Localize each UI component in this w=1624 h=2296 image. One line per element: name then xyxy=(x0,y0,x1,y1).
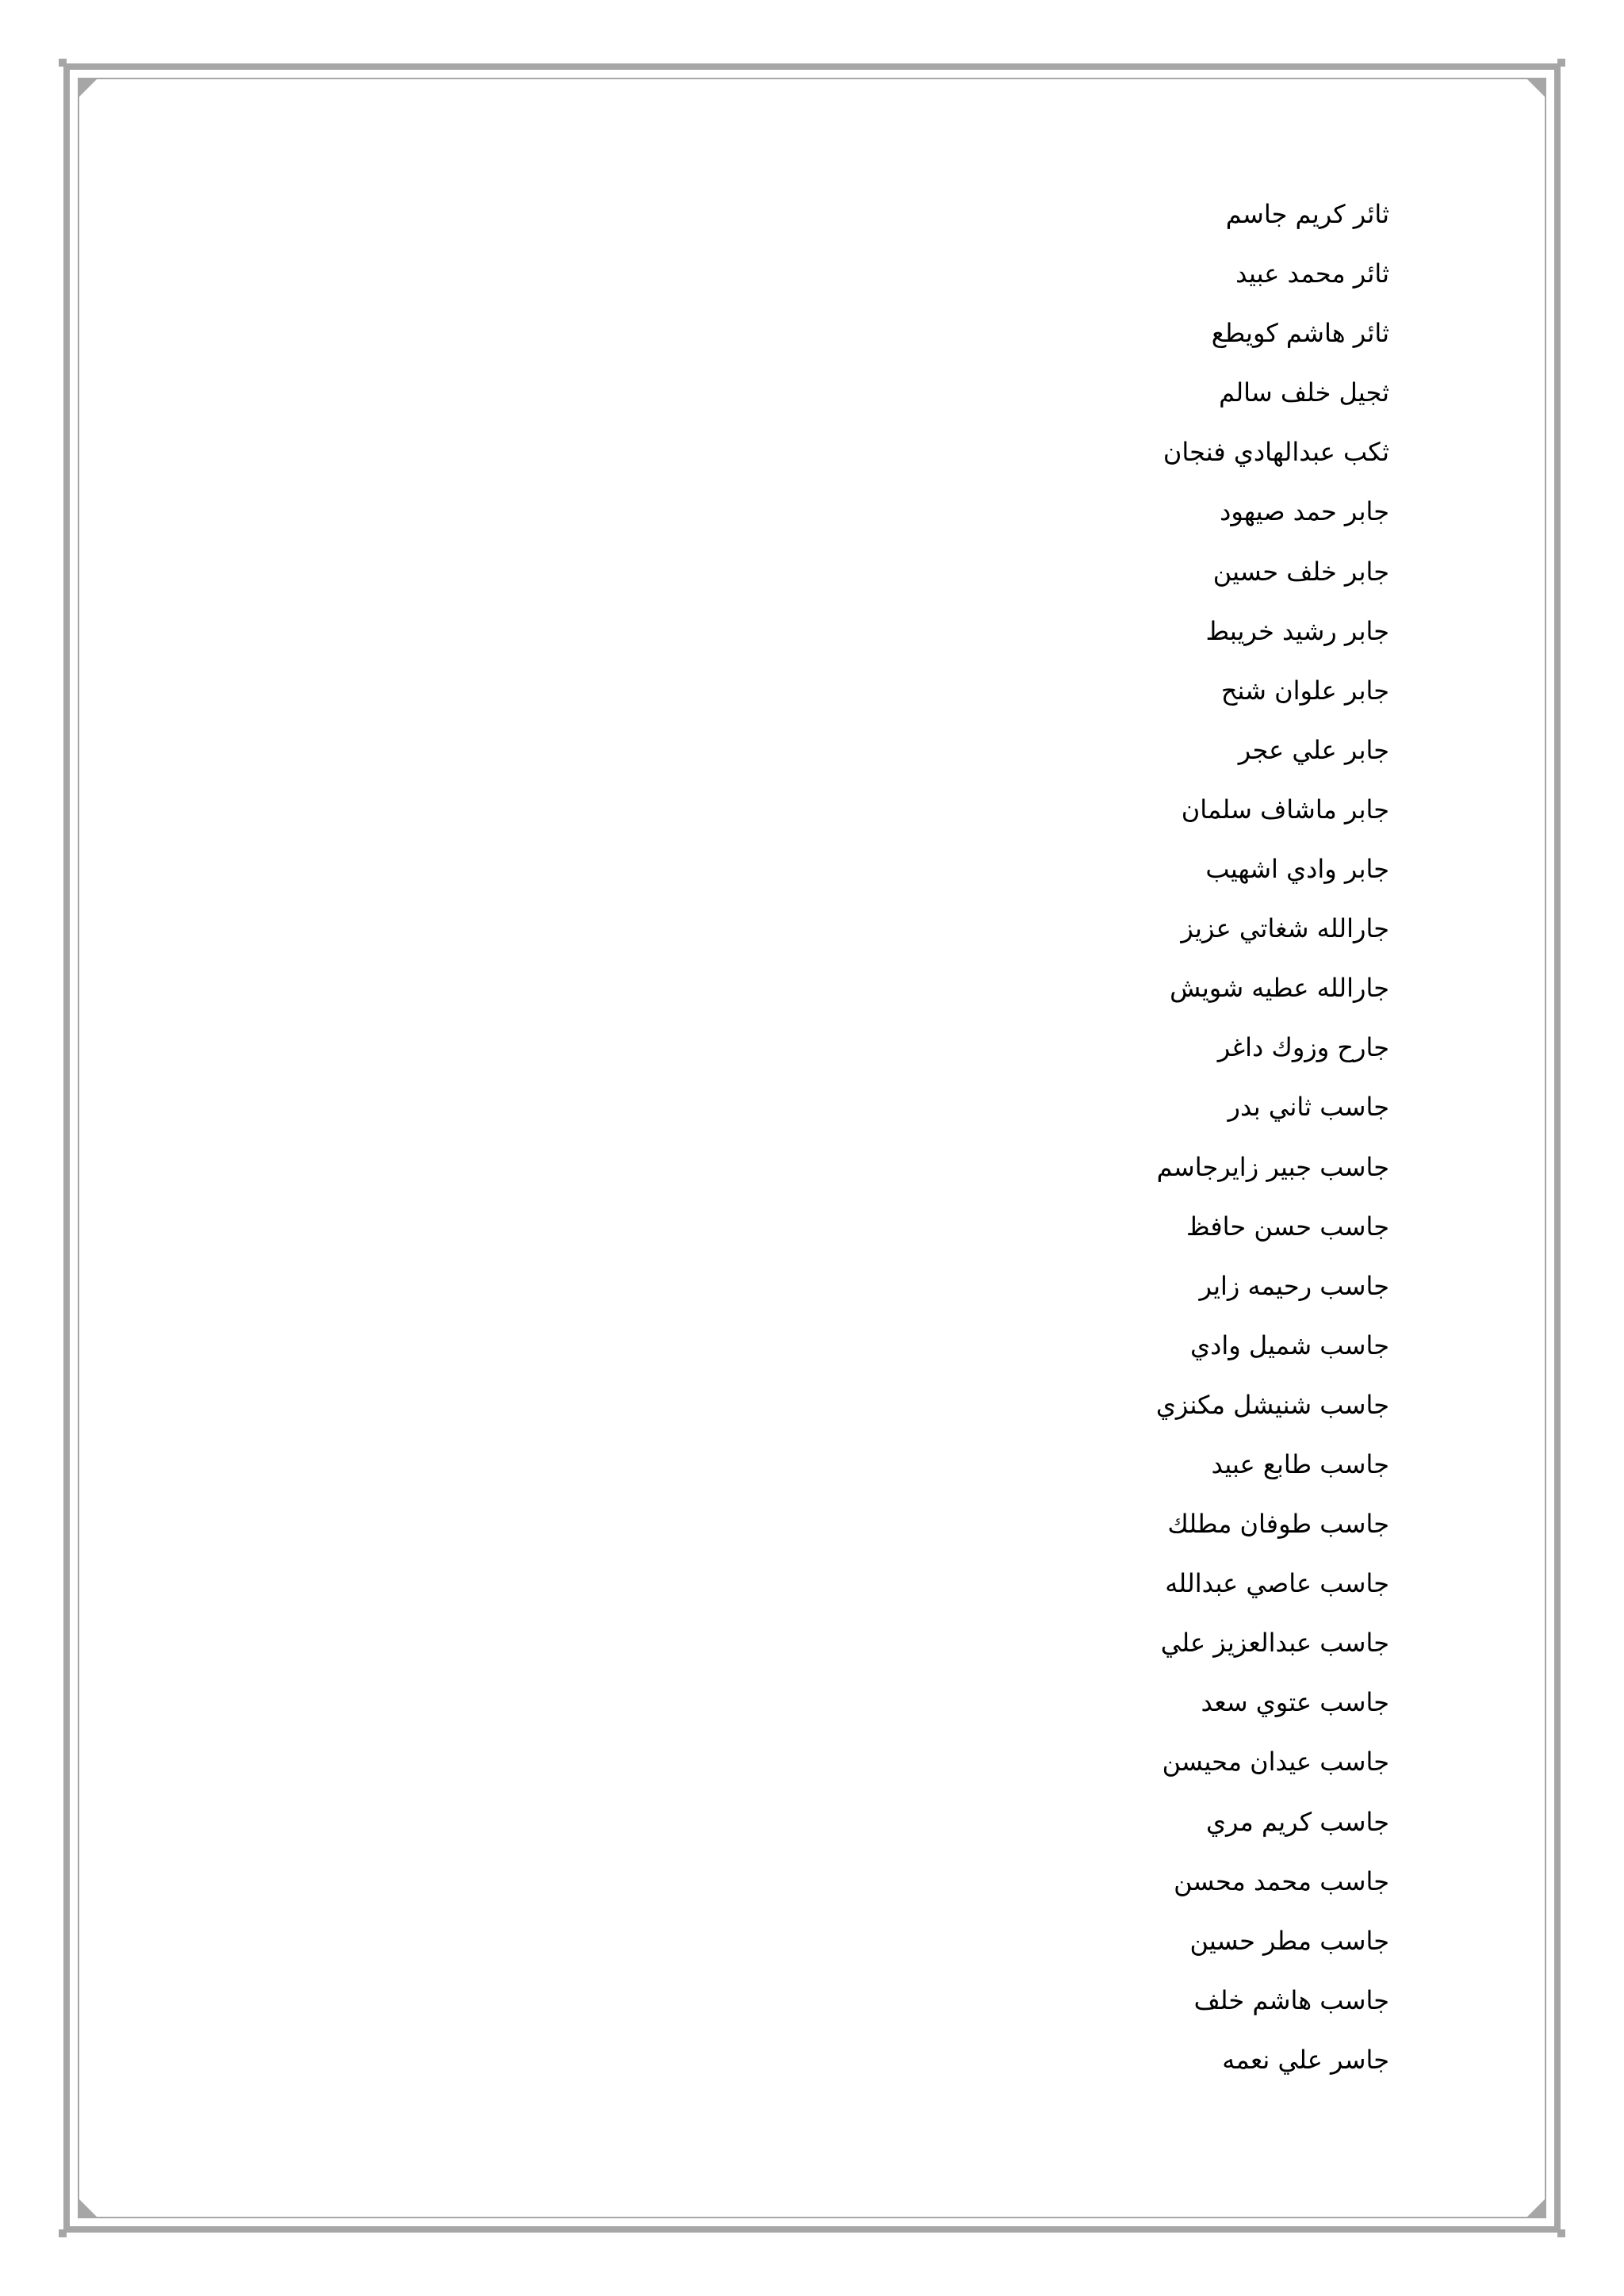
list-item: جابر رشيد خريبط xyxy=(1205,615,1389,646)
list-item: جاسب عبدالعزيز علي xyxy=(1160,1628,1389,1659)
list-item: جاسب رحيمه زاير xyxy=(1199,1270,1389,1301)
list-item: جاسب جبير زايرجاسم xyxy=(1156,1151,1389,1182)
list-item: جابر وادي اشهيب xyxy=(1205,854,1389,885)
list-item: جاسب عتوي سعد xyxy=(1201,1687,1389,1718)
list-item: جارالله شغاتي عزيز xyxy=(1181,913,1389,944)
corner-triangle-icon xyxy=(1526,79,1545,98)
list-item: جاسب حسن حافظ xyxy=(1186,1211,1389,1242)
corner-triangle-icon xyxy=(1526,2198,1545,2217)
list-item: جاسب كريم مري xyxy=(1205,1806,1389,1837)
list-item: جابر ماشاف سلمان xyxy=(1181,794,1389,825)
list-item: جارح وزوك داغر xyxy=(1217,1032,1389,1063)
list-item: جابر علوان شنح xyxy=(1220,675,1389,706)
list-item: جاسب طابع عبيد xyxy=(1211,1448,1389,1479)
list-item: جاسب ثاني بدر xyxy=(1228,1092,1389,1123)
list-item: جاسب هاشم خلف xyxy=(1193,1984,1389,2015)
list-item: جارالله عطيه شويش xyxy=(1170,973,1389,1004)
list-item: جاسب شميل وادي xyxy=(1190,1330,1389,1360)
list-item: جاسر علي نعمه xyxy=(1222,2044,1389,2075)
list-item: ثائر كريم جاسم xyxy=(1225,199,1389,229)
list-item: جابر علي عجر xyxy=(1238,734,1389,765)
list-item: جابر خلف حسين xyxy=(1212,556,1389,587)
list-item: جاسب شنيشل مكنزي xyxy=(1155,1389,1389,1420)
list-item: ثائر محمد عبيد xyxy=(1235,258,1389,289)
list-item: ثكب عبدالهادي فنجان xyxy=(1162,437,1389,468)
list-item: جاسب عاصي عبدالله xyxy=(1165,1568,1389,1599)
list-item: ثائر هاشم كويطع xyxy=(1211,318,1389,349)
corner-triangle-icon xyxy=(79,2198,98,2217)
list-item: جاسب عيدان محيسن xyxy=(1162,1747,1389,1777)
list-item: جاسب محمد محسن xyxy=(1174,1866,1389,1896)
list-item: جاسب مطر حسين xyxy=(1189,1925,1389,1956)
names-list xyxy=(676,193,1389,2099)
list-item: جابر حمد صيهود xyxy=(1220,496,1389,527)
list-item: جاسب طوفان مطلك xyxy=(1167,1509,1389,1540)
corner-triangle-icon xyxy=(79,79,98,98)
list-item: ثجيل خلف سالم xyxy=(1219,377,1389,408)
